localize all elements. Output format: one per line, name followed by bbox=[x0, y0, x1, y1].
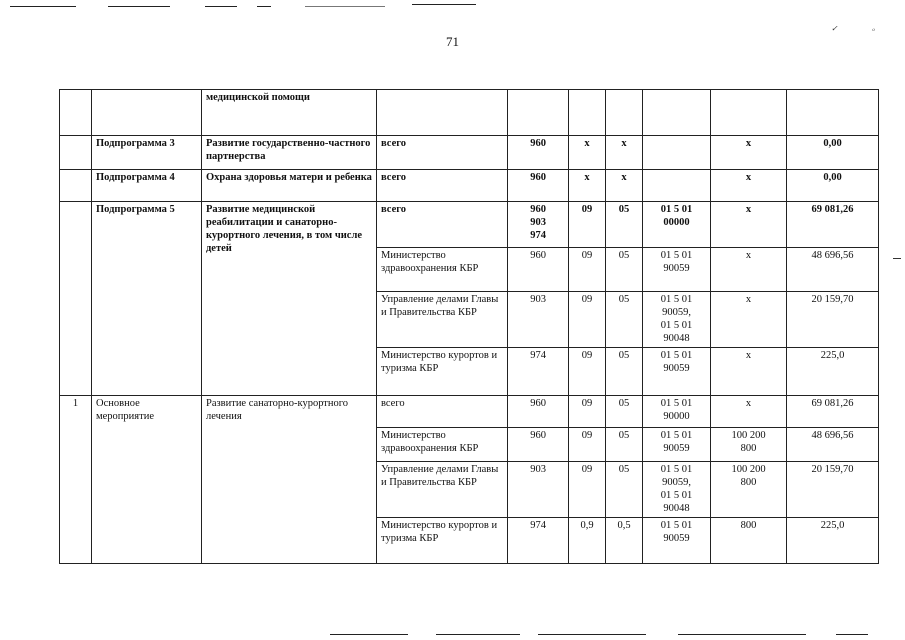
scan-line bbox=[836, 634, 868, 635]
scan-line bbox=[436, 634, 520, 635]
scan-line bbox=[10, 6, 76, 7]
cell-grbs: 960 bbox=[508, 170, 569, 202]
cell-vr: 100 200 800 bbox=[711, 462, 787, 518]
cell-pr: 05 bbox=[606, 348, 643, 396]
scan-line bbox=[678, 634, 806, 635]
cell-csr: 01 5 01 90059, 01 5 01 90048 bbox=[643, 292, 711, 348]
cell-rz: x bbox=[569, 136, 606, 170]
cell-source bbox=[377, 90, 508, 136]
cell-rz: 09 bbox=[569, 428, 606, 462]
cell-grbs: 974 bbox=[508, 348, 569, 396]
cell-rz: 09 bbox=[569, 292, 606, 348]
scan-line bbox=[412, 4, 476, 5]
cell-csr: 01 5 01 90059 bbox=[643, 248, 711, 292]
cell-amount: 0,00 bbox=[787, 136, 879, 170]
cell-vr: x bbox=[711, 396, 787, 428]
cell-grbs: 903 bbox=[508, 292, 569, 348]
table-row bbox=[60, 170, 879, 202]
cell-vr: x bbox=[711, 292, 787, 348]
page-number: 71 bbox=[446, 34, 459, 49]
corner-scan-mark: ᵒ bbox=[872, 26, 875, 35]
cell-name: Развитие санаторно-курортного лечения bbox=[202, 396, 377, 564]
cell-source: всего bbox=[377, 136, 508, 170]
cell-csr bbox=[643, 136, 711, 170]
cell-rz: 0,9 bbox=[569, 518, 606, 564]
cell-csr: 01 5 01 90059 bbox=[643, 428, 711, 462]
cell-name: Охрана здоровья матери и ребенка bbox=[202, 170, 377, 202]
cell-rz: 09 bbox=[569, 348, 606, 396]
cell-rz: 09 bbox=[569, 396, 606, 428]
cell-status: Основное мероприятие bbox=[92, 396, 202, 564]
cell-pr: 05 bbox=[606, 396, 643, 428]
cell-amount: 48 696,56 bbox=[787, 248, 879, 292]
scan-line bbox=[108, 6, 170, 7]
cell-status bbox=[92, 90, 202, 136]
cell-num bbox=[60, 202, 92, 396]
cell-source: Управление делами Главы и Правительства КБР bbox=[377, 292, 508, 348]
cell-csr: 01 5 01 00000 bbox=[643, 202, 711, 248]
cell-vr: x bbox=[711, 136, 787, 170]
cell-grbs bbox=[508, 90, 569, 136]
cell-num bbox=[60, 170, 92, 202]
cell-pr bbox=[606, 90, 643, 136]
cell-rz bbox=[569, 90, 606, 136]
cell-vr: 800 bbox=[711, 518, 787, 564]
cell-vr: x bbox=[711, 348, 787, 396]
table-row bbox=[60, 396, 879, 428]
cell-amount bbox=[787, 90, 879, 136]
cell-status: Подпрограмма 5 bbox=[92, 202, 202, 396]
cell-name: Развитие государственно-частного партнерства bbox=[202, 136, 377, 170]
cell-rz: x bbox=[569, 170, 606, 202]
cell-csr: 01 5 01 90059 bbox=[643, 518, 711, 564]
cell-source: Министерство здравоохранения КБР bbox=[377, 428, 508, 462]
side-scan-mark bbox=[893, 258, 901, 259]
cell-csr: 01 5 01 90059, 01 5 01 90048 bbox=[643, 462, 711, 518]
cell-num bbox=[60, 136, 92, 170]
table-row bbox=[60, 136, 879, 170]
scan-line bbox=[538, 634, 646, 635]
cell-csr bbox=[643, 90, 711, 136]
cell-source: Министерство здравоохранения КБР bbox=[377, 248, 508, 292]
cell-csr: 01 5 01 90000 bbox=[643, 396, 711, 428]
cell-vr bbox=[711, 90, 787, 136]
cell-source: всего bbox=[377, 396, 508, 428]
cell-grbs: 960 bbox=[508, 136, 569, 170]
cell-pr: x bbox=[606, 136, 643, 170]
cell-grbs: 974 bbox=[508, 518, 569, 564]
cell-pr: 0,5 bbox=[606, 518, 643, 564]
cell-source: Министерство курортов и туризма КБР bbox=[377, 518, 508, 564]
cell-amount: 225,0 bbox=[787, 348, 879, 396]
cell-grbs: 960 903 974 bbox=[508, 202, 569, 248]
cell-grbs: 903 bbox=[508, 462, 569, 518]
cell-vr: 100 200 800 bbox=[711, 428, 787, 462]
cell-source: всего bbox=[377, 202, 508, 248]
cell-name: медицинской помощи bbox=[202, 90, 377, 136]
cell-status: Подпрограмма 4 bbox=[92, 170, 202, 202]
cell-num bbox=[60, 90, 92, 136]
cell-amount: 20 159,70 bbox=[787, 462, 879, 518]
scan-line bbox=[257, 6, 271, 7]
cell-grbs: 960 bbox=[508, 248, 569, 292]
cell-vr: x bbox=[711, 170, 787, 202]
cell-pr: 05 bbox=[606, 462, 643, 518]
cell-amount: 0,00 bbox=[787, 170, 879, 202]
cell-source: всего bbox=[377, 170, 508, 202]
cell-vr: x bbox=[711, 248, 787, 292]
cell-pr: x bbox=[606, 170, 643, 202]
cell-csr: 01 5 01 90059 bbox=[643, 348, 711, 396]
corner-scan-mark: ✓ bbox=[831, 24, 838, 33]
scan-line bbox=[305, 6, 385, 7]
cell-amount: 69 081,26 bbox=[787, 396, 879, 428]
cell-source: Министерство курортов и туризма КБР bbox=[377, 348, 508, 396]
cell-pr: 05 bbox=[606, 248, 643, 292]
cell-grbs: 960 bbox=[508, 396, 569, 428]
cell-rz: 09 bbox=[569, 202, 606, 248]
cell-pr: 05 bbox=[606, 202, 643, 248]
cell-num: 1 bbox=[60, 396, 92, 564]
cell-amount: 48 696,56 bbox=[787, 428, 879, 462]
cell-amount: 69 081,26 bbox=[787, 202, 879, 248]
table-row bbox=[60, 202, 879, 248]
cell-amount: 20 159,70 bbox=[787, 292, 879, 348]
cell-csr bbox=[643, 170, 711, 202]
cell-rz: 09 bbox=[569, 462, 606, 518]
cell-pr: 05 bbox=[606, 428, 643, 462]
scan-line bbox=[330, 634, 408, 635]
cell-name: Развитие медицинской реабилитации и санаторно-курортного лечения, в том числе детей bbox=[202, 202, 377, 396]
cell-source: Управление делами Главы и Правительства КБР bbox=[377, 462, 508, 518]
cell-status: Подпрограмма 3 bbox=[92, 136, 202, 170]
cell-vr: x bbox=[711, 202, 787, 248]
cell-pr: 05 bbox=[606, 292, 643, 348]
cell-rz: 09 bbox=[569, 248, 606, 292]
cell-grbs: 960 bbox=[508, 428, 569, 462]
table-row bbox=[60, 90, 879, 136]
budget-table bbox=[59, 89, 879, 564]
scan-line bbox=[205, 6, 237, 7]
cell-amount: 225,0 bbox=[787, 518, 879, 564]
